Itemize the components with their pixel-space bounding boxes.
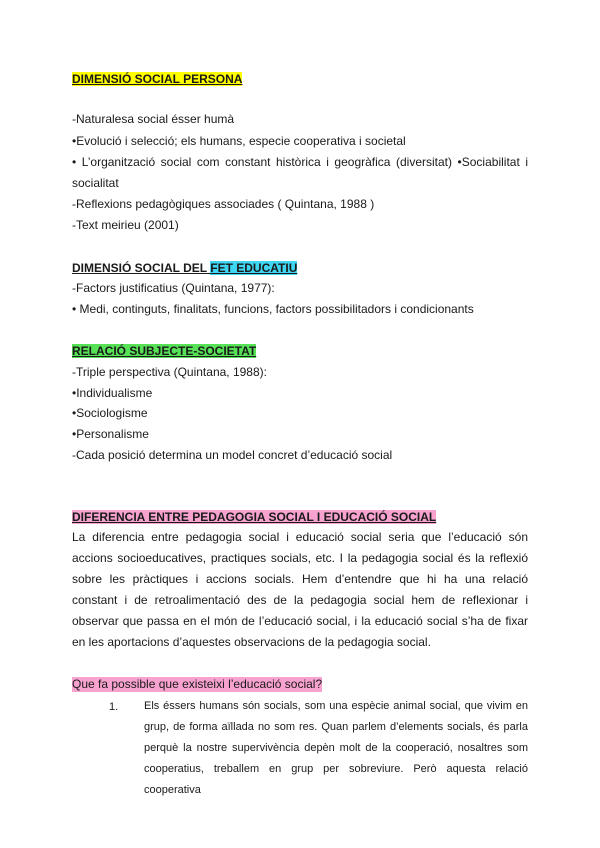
- text-line: •Evolució i selecció; els humans, especie cooperativa i societal: [72, 134, 406, 148]
- list-item-line: Els éssers humans són socials, som una espècie animal social, que vivim en: [144, 700, 528, 712]
- heading-text: DIMENSIÓ SOCIAL PERSONA: [72, 72, 243, 86]
- paragraph-line: en les aportacions d’aquestes observacions de la pedagogia social.: [72, 635, 431, 649]
- list-number: 1.: [109, 701, 119, 713]
- text-line: -Text meirieu (2001): [72, 218, 179, 232]
- question-heading: Que fa possible que existeixi l’educació social?: [72, 677, 323, 691]
- heading-relacio-subjecte-societat: [72, 344, 256, 359]
- text-line: -Naturalesa social ésser humà: [72, 112, 235, 126]
- heading-diferencia-pedagogia-educacio: [72, 510, 436, 525]
- text-line: • L’organització social com constant històrica i geogràfica (diversitat) •Sociabilitat i: [72, 155, 528, 169]
- text-line: -Triple perspectiva (Quintana, 1988):: [72, 365, 267, 379]
- list-item-line: cooperatius, treballem en grup per sobreviure. Però aquesta relació cooperativa: [144, 763, 528, 796]
- text-line: -Cada posició determina un model concret d’educació social: [72, 448, 393, 462]
- list-item: •Individualisme: [72, 386, 153, 400]
- paragraph-line: La diferencia entre pedagogia social i educació social seria que l’educació són: [72, 530, 528, 544]
- paragraph-line: observar que passa en el món de l’educació social, i la educació social s’ha de fixar: [72, 614, 528, 628]
- list-item-line: perquè la nostre supervivència depèn molt de la cooperació, nosaltres som: [144, 742, 528, 754]
- paragraph-line: sobre les pràctiques i accions socials. Hem d’entendre que hi ha una relació: [72, 572, 528, 586]
- heading-dimensio-social-fet-educatiu: [72, 261, 297, 276]
- list-item: •Personalisme: [72, 427, 149, 441]
- text-line: -Reflexions pedagògiques associades ( Quintana, 1988 ): [72, 197, 375, 211]
- heading-dimensio-social-persona: [72, 72, 242, 87]
- text-line: socialitat: [72, 176, 119, 190]
- heading-text-part1: DIMENSIÓ SOCIAL DEL: [72, 261, 211, 275]
- heading-text: DIFERENCIA ENTRE PEDAGOGIA SOCIAL I EDUCACIÓ SOCIAL: [72, 510, 437, 524]
- text-line: • Medi, continguts, finalitats, funcions, factors possibilitadors i condicionants: [72, 302, 474, 316]
- list-item-line: grup, de forma aïllada no som res. Quan parlem d’elements socials, és parla: [144, 721, 528, 733]
- text-line: -Factors justificatius (Quintana, 1977):: [72, 281, 275, 295]
- paragraph-line: accions socioeducatives, practiques socials, etc. I la pedagogia social és la reflexió: [72, 551, 528, 565]
- heading-text: RELACIÓ SUBJECTE-SOCIETAT: [72, 344, 257, 358]
- heading-text-part2: FET EDUCATIU: [210, 261, 298, 275]
- list-item: •Sociologisme: [72, 406, 148, 420]
- paragraph-line: constant i de retroalimentació des de la pedagogia social hem de reflexionar i: [72, 593, 528, 607]
